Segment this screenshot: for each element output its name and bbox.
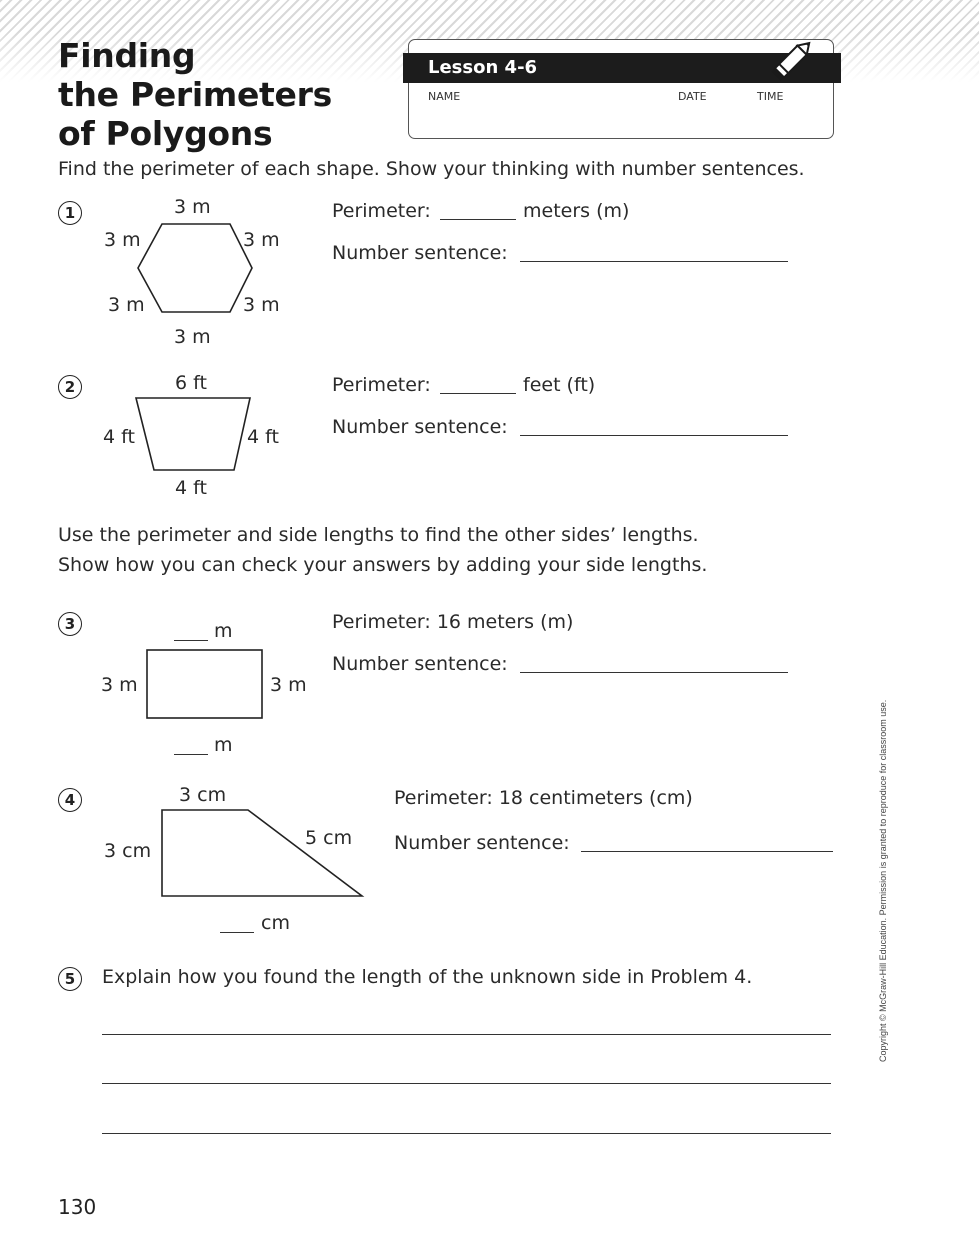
problem-4-perimeter: Perimeter: 18 centimeters (cm) — [394, 787, 693, 809]
rect-bottom-unit: m — [214, 734, 233, 756]
trap-side-bottom: 4 ft — [175, 477, 207, 499]
trap2-side-slant: 5 cm — [305, 827, 353, 849]
problem-4-number-sentence-label: Number sentence: — [394, 832, 570, 854]
answer-line-1[interactable] — [102, 1034, 831, 1035]
time-field-label: TIME — [757, 90, 784, 103]
page-title: Finding the Perimeters of Polygons — [58, 36, 332, 153]
hex-side-top: 3 m — [174, 196, 211, 218]
copyright-notice: Copyright © McGraw-Hill Education. Permission is granted to reproduce for classroom use. — [878, 699, 888, 1062]
problem-3-number-sentence-blank[interactable] — [520, 672, 788, 673]
instructions-1: Find the perimeter of each shape. Show your thinking with number sentences. — [58, 158, 805, 180]
problem-2-unit-label: feet (ft) — [523, 374, 596, 396]
problem-1-perimeter-blank[interactable] — [440, 219, 516, 220]
problem-2-perimeter-blank[interactable] — [440, 393, 516, 394]
name-field-label: NAME — [428, 90, 461, 103]
hex-side-bottom: 3 m — [174, 326, 211, 348]
problem-3-perimeter: Perimeter: 16 meters (m) — [332, 611, 574, 633]
problem-1-number: 1 — [58, 201, 82, 225]
problem-5-number: 5 — [58, 967, 82, 991]
problem-5-prompt: Explain how you found the length of the unknown side in Problem 4. — [102, 966, 753, 988]
trap-side-right: 4 ft — [247, 426, 279, 448]
rect-side-right: 3 m — [270, 674, 307, 696]
problem-2-number: 2 — [58, 375, 82, 399]
problem-4-number-sentence-blank[interactable] — [581, 851, 833, 852]
rect-top-unit: m — [214, 620, 233, 642]
hex-side-lower-right: 3 m — [243, 294, 280, 316]
problem-1-unit-label: meters (m) — [523, 200, 630, 222]
problem-2-number-sentence-blank[interactable] — [520, 435, 788, 436]
problem-3-number: 3 — [58, 612, 82, 636]
trap-side-top: 6 ft — [175, 372, 207, 394]
lesson-label: Lesson 4-6 — [428, 57, 538, 78]
problem-1-number-sentence-blank[interactable] — [520, 261, 788, 262]
page-number: 130 — [58, 1195, 97, 1219]
answer-line-3[interactable] — [102, 1133, 831, 1134]
instructions-2-line-1: Use the perimeter and side lengths to find the other sides’ lengths. — [58, 524, 699, 546]
answer-line-2[interactable] — [102, 1083, 831, 1084]
trap-side-left: 4 ft — [103, 426, 135, 448]
problem-2-perimeter-label: Perimeter: — [332, 374, 431, 396]
pencil-icon — [766, 34, 822, 84]
problem-4-number: 4 — [58, 788, 82, 812]
hex-side-upper-left: 3 m — [104, 229, 141, 251]
problem-2-number-sentence-label: Number sentence: — [332, 416, 508, 438]
problem-3-number-sentence-label: Number sentence: — [332, 653, 508, 675]
date-field-label: DATE — [678, 90, 707, 103]
hex-side-upper-right: 3 m — [243, 229, 280, 251]
rect-side-left: 3 m — [101, 674, 138, 696]
trap2-side-top: 3 cm — [179, 784, 227, 806]
trap2-bottom-blank[interactable] — [220, 932, 254, 933]
problem-1-number-sentence-label: Number sentence: — [332, 242, 508, 264]
instructions-2-line-2: Show how you can check your answers by adding your side lengths. — [58, 554, 708, 576]
trap2-side-left: 3 cm — [104, 840, 152, 862]
trap2-bottom-unit: cm — [261, 912, 290, 934]
problem-1-perimeter-label: Perimeter: — [332, 200, 431, 222]
hex-side-lower-left: 3 m — [108, 294, 145, 316]
rect-bottom-blank[interactable] — [174, 754, 208, 755]
